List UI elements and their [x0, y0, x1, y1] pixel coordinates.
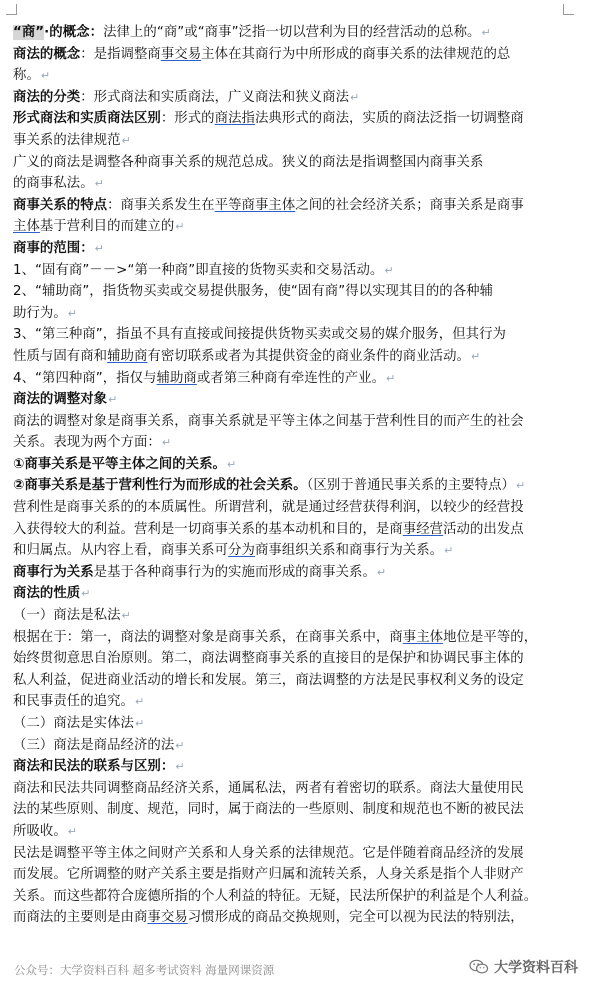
doc-text-run: 之间的社会经济关系；商事关系是商事	[295, 197, 524, 213]
doc-text-run: 性质与固有商和	[13, 348, 108, 364]
doc-text-run: 商事关系的特点	[13, 197, 108, 213]
doc-text-run: 是基于各种商事行为的实施而形成的商事关系。	[93, 564, 376, 580]
doc-text-run: ：	[160, 759, 175, 775]
paragraph-mark-icon: ↵	[471, 349, 481, 363]
paragraph-mark-icon: ↵	[175, 220, 185, 234]
doc-line	[13, 627, 573, 649]
wechat-icon	[469, 959, 489, 975]
doc-text-run: 民法是调整平等主体之间财产关系和人身关系的法律规范。它是伴随着商品经济的发展	[13, 845, 524, 861]
doc-text-run: 和民事责任的追究。	[13, 694, 134, 710]
doc-text-run: 商法的分类	[13, 89, 81, 105]
doc-text-run: ：	[89, 25, 104, 40]
doc-line	[13, 173, 573, 195]
doc-line	[13, 260, 573, 282]
paragraph-mark-icon: ↵	[175, 760, 185, 774]
doc-text-run: 商事组织关系和商事行为关系。	[254, 543, 444, 559]
doc-line	[13, 691, 573, 713]
paragraph-mark-icon: ↵	[134, 695, 145, 709]
doc-text-run: 关系。而这些都符合庞德所指的个人利益的特征。无疑，民法所保护的利益是个人利益。	[13, 888, 538, 904]
doc-text-run: 营利性是商事关系的的本质属性。所谓营利，就是通过经营获得利润，以较少的经营投	[13, 500, 524, 516]
doc-line	[13, 562, 573, 584]
doc-text-run: 称。	[13, 68, 40, 84]
page-corner-mark-right	[563, 4, 574, 15]
doc-text-run: ：是指调整商	[80, 46, 161, 62]
doc-text-run: 主体	[13, 219, 40, 235]
doc-text-run: 商法的调整对象	[13, 392, 108, 408]
doc-text-run: 商法的性质	[13, 586, 81, 602]
doc-text-run: 而商法的主要则是由商	[13, 910, 148, 926]
paragraph-mark-icon: ↵	[481, 26, 491, 39]
doc-line	[13, 799, 573, 821]
doc-text-run: 活动的出发点	[443, 521, 524, 537]
doc-line	[13, 454, 573, 476]
paragraph-mark-icon: ↵	[94, 177, 104, 191]
doc-text-run: 事关系的法律规范	[13, 132, 121, 148]
doc-text-run: 事交易	[160, 46, 202, 62]
paragraph-mark-icon: ↵	[40, 69, 51, 83]
doc-line	[13, 735, 573, 757]
paragraph-mark-icon: ↵	[227, 457, 237, 471]
doc-text-run: 形式商法和实质商法区别	[13, 111, 161, 127]
doc-line	[13, 907, 573, 929]
doc-line	[13, 605, 573, 627]
doc-text-run: 主体在其商行为中所形成的商事关系的法律规范的总	[201, 46, 511, 62]
paragraph-mark-icon: ↵	[121, 609, 131, 623]
doc-text-run: 4、“第四种商”，指仅与	[13, 370, 157, 386]
paragraph-mark-icon: ↵	[384, 263, 394, 277]
doc-line	[13, 670, 573, 692]
doc-line	[13, 432, 573, 454]
doc-text-run: 法的某些原则、制度、规范，同时，属于商法的一些原则、制度和规范也不断的被民法	[13, 802, 524, 818]
doc-text-run: 私人利益，促进商业活动的增长和发展。第三，商法调整的方法是民事权利义务的设定	[13, 672, 524, 688]
doc-text-run: 的商事私法。	[13, 176, 94, 192]
doc-line	[13, 368, 573, 390]
doc-line	[13, 324, 573, 346]
doc-text-run: 分为	[228, 543, 255, 559]
doc-text-run: 所吸收。	[13, 823, 67, 839]
doc-text-run: 法典形式的商法，实质的商法泛指一切调整商	[254, 111, 524, 127]
doc-text-run: 平等商事主体	[214, 197, 296, 213]
doc-text-run: （一）商法是私法	[13, 608, 121, 624]
doc-line	[13, 87, 573, 109]
doc-text-run: 始终贯彻意思自治原则。第二，商法调整商事关系的直接目的是保护和协调民事主体的	[13, 651, 524, 667]
doc-text-run: 基于营利目的而建立的	[39, 219, 175, 235]
doc-text-run: ：	[80, 240, 94, 256]
doc-text-run: 1、“固有商”－－>“第一种商”即直接的货物买卖和交易活动。	[13, 262, 384, 278]
doc-line	[13, 130, 573, 152]
doc-text-run: “商”	[13, 25, 45, 40]
paragraph-mark-icon: ↵	[516, 479, 526, 493]
doc-text-run: 2、“辅助商”，指货物买卖或交易提供服务，使“固有商”得以实现其目的的各种辅	[13, 284, 494, 300]
paragraph-mark-icon: ↵	[121, 133, 131, 147]
doc-text-run: ：形式商法和实质商法，广义商法和狭义商法	[80, 89, 350, 105]
doc-line	[13, 238, 573, 260]
doc-line	[13, 108, 573, 130]
paragraph-mark-icon: ↵	[350, 90, 360, 104]
doc-text-run: 商法指	[214, 111, 255, 127]
doc-text-run: ①商事关系是平等主体之间的关系。	[13, 456, 226, 472]
doc-text-run: ：形式的	[160, 111, 215, 127]
doc-text-run: 入获得较大的利益。营利是一切商事关系的基本动机和目的，是商	[13, 521, 403, 537]
doc-text-run: ②商事关系是基于营利性行为而形成的社会关系。	[13, 478, 307, 494]
document-body	[13, 22, 573, 929]
paragraph-mark-icon: ↵	[386, 371, 396, 385]
paragraph-mark-icon: ↵	[67, 824, 78, 838]
doc-text-run: 辅助商	[156, 370, 197, 386]
doc-line	[13, 281, 573, 303]
doc-line	[13, 389, 573, 411]
doc-text-run: 助行为。	[13, 305, 67, 321]
doc-text-run: 而发展。它所调整的财产关系主要是指财产归属和流转关系，人身关系是指个人非财产	[13, 867, 524, 883]
doc-text-run: 商法和民法共同调整商品经济关系，通属私法，两者有着密切的联系。商法大量使用民	[13, 780, 524, 796]
doc-text-run: 有密切联系或者为其提供资金的商业条件的商业活动。	[147, 348, 470, 364]
doc-text-run: 商法和民法的联系与区别	[13, 759, 161, 775]
doc-text-run: 根据在于：第一，商法的调整对象是商事关系，在商事关系中，商	[13, 629, 403, 645]
paragraph-mark-icon: ↵	[94, 241, 104, 255]
paragraph-mark-icon: ↵	[161, 436, 172, 450]
doc-line	[13, 216, 573, 238]
doc-line	[13, 843, 573, 865]
doc-line	[13, 713, 573, 735]
doc-text-run: 法律上的“商”或“商事”泛指一切以营利为目的经营活动的总称。	[103, 25, 481, 40]
doc-text-run: ·的概念	[44, 25, 90, 40]
doc-line	[13, 65, 573, 87]
doc-text-run: 事经营	[402, 521, 444, 537]
doc-text-run: （区别于普通民事关系的主要特点）	[306, 478, 515, 494]
doc-text-run: 或者第三种商有牵连性的产业。	[196, 370, 386, 386]
doc-line	[13, 886, 573, 908]
doc-text-run: （三）商法是商品经济的法	[13, 737, 175, 753]
doc-line	[13, 346, 573, 368]
doc-line	[13, 475, 573, 497]
doc-text-run: 关系。表现为两个方面：	[13, 435, 161, 451]
doc-line	[13, 821, 573, 843]
doc-text-run: 商事行为关系	[13, 564, 94, 580]
doc-line	[13, 540, 573, 562]
doc-line	[13, 411, 573, 433]
paragraph-mark-icon: ↵	[67, 306, 78, 320]
page-corner-mark-left	[6, 4, 17, 15]
paragraph-mark-icon: ↵	[108, 393, 118, 407]
paragraph-mark-icon: ↵	[134, 717, 145, 730]
paragraph-mark-icon: ↵	[81, 587, 91, 601]
paragraph-mark-icon: ↵	[175, 738, 185, 752]
doc-line	[13, 22, 573, 44]
doc-text-run: 地位是平等的，	[443, 629, 538, 645]
doc-line	[13, 152, 573, 174]
doc-line	[13, 778, 573, 800]
doc-text-run: 习惯形成的商品交换规则，完全可以视为民法的特别法，	[187, 910, 524, 926]
watermark-brand-text: 大学资料百科	[494, 960, 578, 976]
doc-line	[13, 583, 573, 605]
doc-line	[13, 497, 573, 519]
doc-line	[13, 44, 573, 66]
doc-text-run: 辅助商	[107, 348, 148, 364]
watermark-account-text: 公众号：大学资料百科 超多考试资料 海量网课资源	[14, 963, 275, 977]
doc-line	[13, 519, 573, 541]
doc-line	[13, 648, 573, 670]
doc-text-run: 事交易	[147, 910, 188, 926]
doc-line	[13, 756, 573, 778]
doc-text-run: 商法的概念	[13, 46, 81, 62]
doc-text-run: 3、“第三种商”，指虽不具有直接或间接提供货物买卖或交易的媒介服务，但其行为	[13, 327, 506, 343]
doc-text-run: 商法的调整对象是商事关系，商事关系就是平等主体之间基于营利性目的而产生的社会	[13, 413, 524, 429]
doc-text-run: 商事的范围	[13, 240, 81, 256]
doc-text-run: 和归属点。从内容上看，商事关系可	[13, 543, 229, 559]
doc-text-run: （二）商法是实体法	[13, 716, 134, 731]
doc-text-run: 事主体	[402, 629, 444, 645]
doc-line	[13, 864, 573, 886]
watermark-brand	[469, 957, 578, 977]
paragraph-mark-icon: ↵	[376, 565, 387, 579]
doc-text-run: 广义的商法是调整各种商事关系的规范总成。狭义的商法是指调整国内商事关系	[13, 154, 484, 170]
doc-text-run: ：商事关系发生在	[107, 197, 215, 213]
paragraph-mark-icon: ↵	[444, 544, 454, 558]
doc-line	[13, 303, 573, 325]
doc-line	[13, 195, 573, 217]
